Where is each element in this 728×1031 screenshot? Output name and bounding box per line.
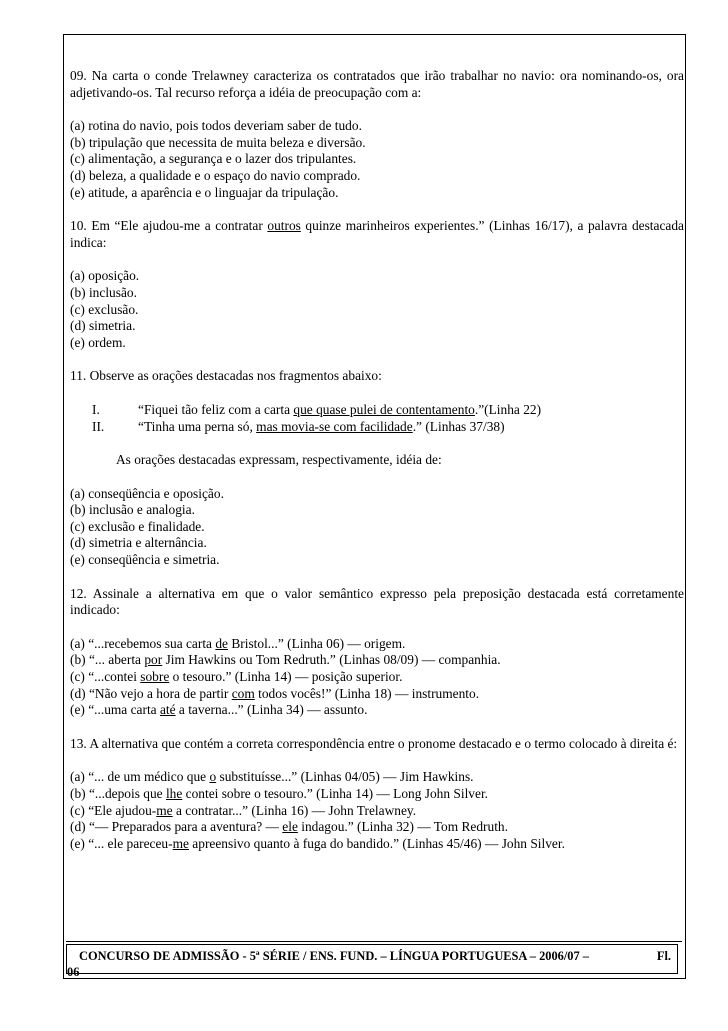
question-09-option-b: (b) tripulação que necessita de muita beleza e diversão. bbox=[70, 134, 366, 150]
option-text: (c) “...contei bbox=[70, 669, 141, 685]
fragment-ii-number: II. bbox=[92, 418, 105, 434]
question-09-option-d: (d) beleza, a qualidade e o espaço do navio comprado. bbox=[70, 167, 361, 183]
option-text: (c) “Ele ajudou- bbox=[70, 802, 157, 818]
question-11-option-d: (d) simetria e alternância. bbox=[70, 535, 207, 551]
option-text-end: o tesouro.” (Linha 14) — posição superior. bbox=[169, 669, 403, 685]
question-13-option-b bbox=[70, 786, 684, 803]
question-10-option-c: (c) exclusão. bbox=[70, 301, 139, 317]
question-10-stem-text-end: quinze marinheiros experientes.” (Linhas 16/17), a palavra destacada indica: bbox=[70, 218, 684, 250]
question-09-option-a: (a) rotina do navio, pois todos deveriam saber de tudo. bbox=[70, 118, 362, 134]
question-11-option-b: (b) inclusão e analogia. bbox=[70, 502, 195, 518]
option-text-end: contei sobre o tesouro.” (Linha 14) — Long John Silver. bbox=[182, 786, 489, 801]
question-10-highlighted-word: outros bbox=[267, 218, 301, 234]
option-text-end: todos vocês!” (Linha 18) — instrumento. bbox=[254, 685, 480, 701]
question-11 bbox=[70, 368, 684, 568]
fragment-ii bbox=[92, 419, 684, 436]
fragment-i-text-end: .”(Linha 22) bbox=[474, 401, 542, 417]
option-text-end: substituísse...” (Linhas 04/05) — Jim Hawkins. bbox=[216, 769, 474, 785]
fragment-ii-text-end: .” (Linhas 37/38) bbox=[412, 418, 505, 434]
question-13-stem: 13. A alternativa que contém a correta correspondência entre o pronome destacado e o termo colocado à direita é: bbox=[70, 735, 678, 751]
question-12-option-e bbox=[70, 702, 684, 719]
highlighted-preposition: sobre bbox=[140, 669, 170, 685]
question-11-stem: 11. Observe as orações destacadas nos fragmentos abaixo: bbox=[70, 368, 382, 384]
question-13 bbox=[70, 736, 684, 853]
exam-content bbox=[70, 68, 684, 852]
question-11-fragments bbox=[70, 402, 684, 435]
question-12-option-c bbox=[70, 669, 684, 686]
fragment-i-text-start: “Fiquei tão feliz com a carta bbox=[138, 401, 294, 417]
highlighted-pronoun: ele bbox=[282, 819, 298, 835]
question-11-option-a: (a) conseqüência e oposição. bbox=[70, 485, 224, 501]
highlighted-preposition: por bbox=[144, 652, 163, 668]
question-09 bbox=[70, 68, 684, 201]
question-13-option-c bbox=[70, 803, 684, 820]
question-11-subprompt: As orações destacadas expressam, respectivamente, idéia de: bbox=[116, 452, 442, 468]
option-text: (e) “... ele pareceu- bbox=[70, 835, 173, 851]
question-12-option-b bbox=[70, 652, 684, 669]
question-10-option-d: (d) simetria. bbox=[70, 318, 136, 334]
question-12-option-d bbox=[70, 686, 684, 703]
fragment-ii-text bbox=[138, 419, 505, 436]
option-text: (a) “...recebemos sua carta bbox=[70, 635, 216, 651]
highlighted-pronoun: me bbox=[172, 835, 189, 851]
question-11-option-c: (c) exclusão e finalidade. bbox=[70, 518, 205, 534]
question-09-stem: 09. Na carta o conde Trelawney caracteriza os contratados que irão trabalhar no navio: ora nominando-os, ora adjetivando-os. Tal recurso reforça a idéia de preocupação com a: bbox=[70, 68, 684, 100]
question-10-option-b: (b) inclusão. bbox=[70, 284, 137, 300]
option-text-end: a taverna...” (Linha 34) — assunto. bbox=[175, 702, 368, 718]
option-text: (a) “... de um médico que bbox=[70, 769, 210, 785]
page-footer bbox=[66, 941, 682, 977]
highlighted-preposition: de bbox=[215, 635, 228, 651]
question-10-stem-text: 10. Em “Ele ajudou-me a contratar bbox=[70, 218, 268, 234]
footer-text-block bbox=[67, 948, 679, 979]
highlighted-pronoun: lhe bbox=[165, 786, 183, 801]
fragment-ii-highlighted: mas movia-se com facilidade bbox=[256, 418, 413, 434]
question-12 bbox=[70, 586, 684, 719]
question-10-option-e: (e) ordem. bbox=[70, 334, 126, 350]
footer-page-number: 06 bbox=[67, 965, 80, 979]
option-text: (d) “Não vejo a hora de partir bbox=[70, 685, 232, 701]
option-text-end: Jim Hawkins ou Tom Redruth.” (Linhas 08/09) — companhia. bbox=[162, 652, 501, 668]
footer-box bbox=[66, 944, 678, 979]
question-11-option-e: (e) conseqüência e simetria. bbox=[70, 552, 220, 568]
question-09-option-e: (e) atitude, a aparência e o linguajar da tripulação. bbox=[70, 184, 339, 200]
highlighted-preposition: até bbox=[159, 702, 176, 718]
question-13-option-d bbox=[70, 819, 684, 836]
fragment-ii-text-start: “Tinha uma perna só, bbox=[138, 418, 257, 434]
option-text: (d) “— Preparados para a aventura? — bbox=[70, 819, 283, 835]
option-text-end: apreensivo quanto à fuga do bandido.” (Linhas 45/46) — John Silver. bbox=[188, 835, 565, 851]
fragment-i-number: I. bbox=[92, 401, 100, 417]
highlighted-pronoun: o bbox=[209, 769, 217, 785]
option-text: (e) “...uma carta bbox=[70, 702, 160, 718]
fragment-i-highlighted: que quase pulei de contentamento bbox=[293, 401, 475, 417]
fragment-i bbox=[92, 402, 684, 419]
question-13-option-a bbox=[70, 769, 684, 786]
option-text-end: indagou.” (Linha 32) — Tom Redruth. bbox=[297, 819, 508, 835]
question-09-option-c: (c) alimentação, a segurança e o lazer dos tripulantes. bbox=[70, 151, 357, 167]
footer-folio-label: Fl. bbox=[656, 949, 671, 963]
footer-title: CONCURSO DE ADMISSÃO - 5ª SÉRIE / ENS. FUND. – LÍNGUA PORTUGUESA – 2006/07 – bbox=[79, 949, 589, 963]
highlighted-preposition: com bbox=[231, 685, 255, 701]
question-12-stem: 12. Assinale a alternativa em que o valor semântico expresso pela preposição destacada está corretamente indicado: bbox=[70, 585, 684, 618]
question-12-option-a bbox=[70, 636, 684, 653]
question-13-option-e bbox=[70, 836, 684, 853]
question-10 bbox=[70, 218, 684, 351]
question-10-stem bbox=[70, 218, 684, 251]
option-text: (b) “... aberta bbox=[70, 652, 145, 668]
fragment-i-text bbox=[138, 402, 541, 419]
option-text-end: Bristol...” (Linha 06) — origem. bbox=[228, 635, 406, 651]
question-10-option-a: (a) oposição. bbox=[70, 268, 140, 284]
option-text: (b) “...depois que bbox=[70, 786, 166, 801]
option-text-end: a contratar...” (Linha 16) — John Trelawney. bbox=[172, 802, 417, 818]
highlighted-pronoun: me bbox=[156, 802, 173, 818]
